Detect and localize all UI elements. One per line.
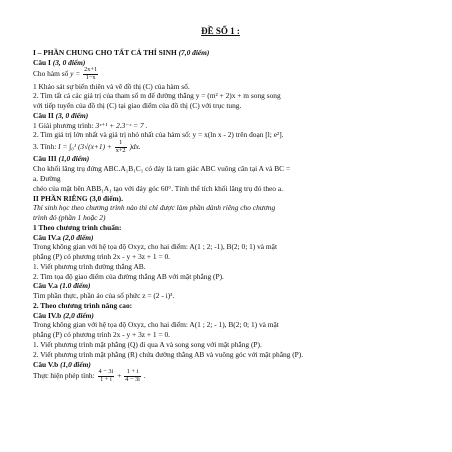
cau3-line3: chéo của mặt bên ABB₁A₁ tạo với đáy góc 60°. Tính thể tích khối lăng trụ đó theo a. — [33, 183, 283, 193]
cau2-integral-fraction: $\frac{1}{x+2}$ — [115, 139, 126, 154]
cau3-line2: a. Đường — [33, 173, 61, 183]
cau4b-line2: phẳng (P) có phương trình 2x - y + 3z + 1 = 0. — [33, 330, 171, 340]
cau5a-heading: Câu V.a (1.0 điểm) — [33, 281, 91, 291]
cau2-heading: Câu II (3, 0 điểm) — [33, 110, 89, 120]
cau5a-line1: Tìm phần thực, phần ảo của số phức z = (2 - i)³. — [33, 291, 175, 301]
exam-title: ĐỀ SỐ 1 : — [201, 26, 240, 36]
cau4b-line1: Trong không gian với hệ tọa độ Oxyz, cho hai điểm: A(1 ; 2; - 1), B(2; 0; 1) và mặt — [33, 320, 279, 330]
cau1-function: Cho hàm số y = $\frac{2x+1}{1-x}$ — [33, 66, 98, 82]
cau4a-item2: 2. Tìm tọa độ giao điểm của đường thẳng AB với mặt phẳng (P). — [33, 271, 224, 281]
cau1-item1: 1 Khảo sát sự biến thiên và vẽ đồ thị (C) của hàm số. — [33, 81, 190, 91]
cau5b-fraction-1: $\frac{4 - 3i}{1 + i}$ — [98, 368, 114, 383]
cau1-item2a: 2. Tìm tất cả các giá trị của tham số m để đường thẳng y = (m² + 2)x + m song song — [33, 91, 281, 101]
part2-heading: II PHẦN RIÊNG (3,0 điểm). — [33, 193, 123, 203]
cau5b-expression: Thực hiện phép tính: $\frac{4 - 3i}{1 + i}$ + $\frac{1 + i}{4 - 3i}$ . — [33, 368, 146, 383]
cau4b-heading: Câu IV.b (2,0 điểm) — [33, 310, 94, 320]
cau4a-line2: phẳng (P) có phương trình 2x - y + 3z + 1 = 0. — [33, 252, 171, 262]
cau4a-line1: Trong không gian với hệ tọa độ Oxyz, cho hai điểm: A(1 ; 2; -1), B(2; 0; 1) và mặt — [33, 242, 278, 252]
cau4b-item2: 2. Viết phương trình mặt phẳng (R) chứa đường thẳng AB và vuông góc với mặt phẳng (P). — [33, 349, 304, 359]
cau5b-heading: Câu V.b (1,0 điểm) — [33, 359, 91, 369]
part1-heading: I – PHẦN CHUNG CHO TẤT CẢ THÍ SINH (7,0 điểm) — [33, 47, 210, 57]
cau1-item2b: với tiếp tuyến của đồ thị (C) tại giao điểm của đồ thị (C) với trục tung. — [33, 101, 242, 111]
cau4b-item1: 1. Viết phương trình mặt phẳng (Q) đi qua A và song song với mặt phẳng (P). — [33, 339, 262, 349]
cau2-item2: 2. Tìm giá trị lớn nhất và giá trị nhỏ nhất của hàm số: y = x(ln x - 2) trên đoạn [l; e²]. — [33, 130, 284, 140]
cau3-heading: Câu III (1,0 điểm) — [33, 154, 90, 164]
cau2-item3: 3. Tính: I = ∫₀¹ (3√(x+1) + $\frac{1}{x+2}$ )dx. — [33, 139, 141, 154]
cau4a-heading: Câu IV.a (2,0 điểm) — [33, 232, 94, 242]
cau3-line1: Cho khối lăng trụ đứng ABC.A₁B₁C₁ có đáy là tam giác ABC vuông cân tại A và BC = — [33, 164, 291, 174]
prog1-heading: 1 Theo chương trình chuẩn: — [33, 222, 122, 232]
cau1-fraction: $\frac{2x+1}{1-x}$ — [84, 66, 98, 82]
cau1-heading: Câu I (3, 0 điểm) — [33, 57, 86, 67]
part2-note1: Thí sinh học theo chương trình nào thì chỉ được làm phần dành riêng cho chương — [33, 203, 276, 213]
cau2-item1: 1 Giải phương trình: 3ˣ⁺¹ + 2.3⁻ˣ = 7 . — [33, 120, 148, 130]
part2-note2: trình đó (phần 1 hoặc 2) — [33, 213, 106, 223]
cau4a-item1: 1. Viết phương trình đường thẳng AB. — [33, 261, 146, 271]
prog2-heading: 2. Theo chương trình nâng cao: — [33, 300, 133, 310]
cau5b-fraction-2: $\frac{1 + i}{4 - 3i}$ — [125, 368, 140, 383]
